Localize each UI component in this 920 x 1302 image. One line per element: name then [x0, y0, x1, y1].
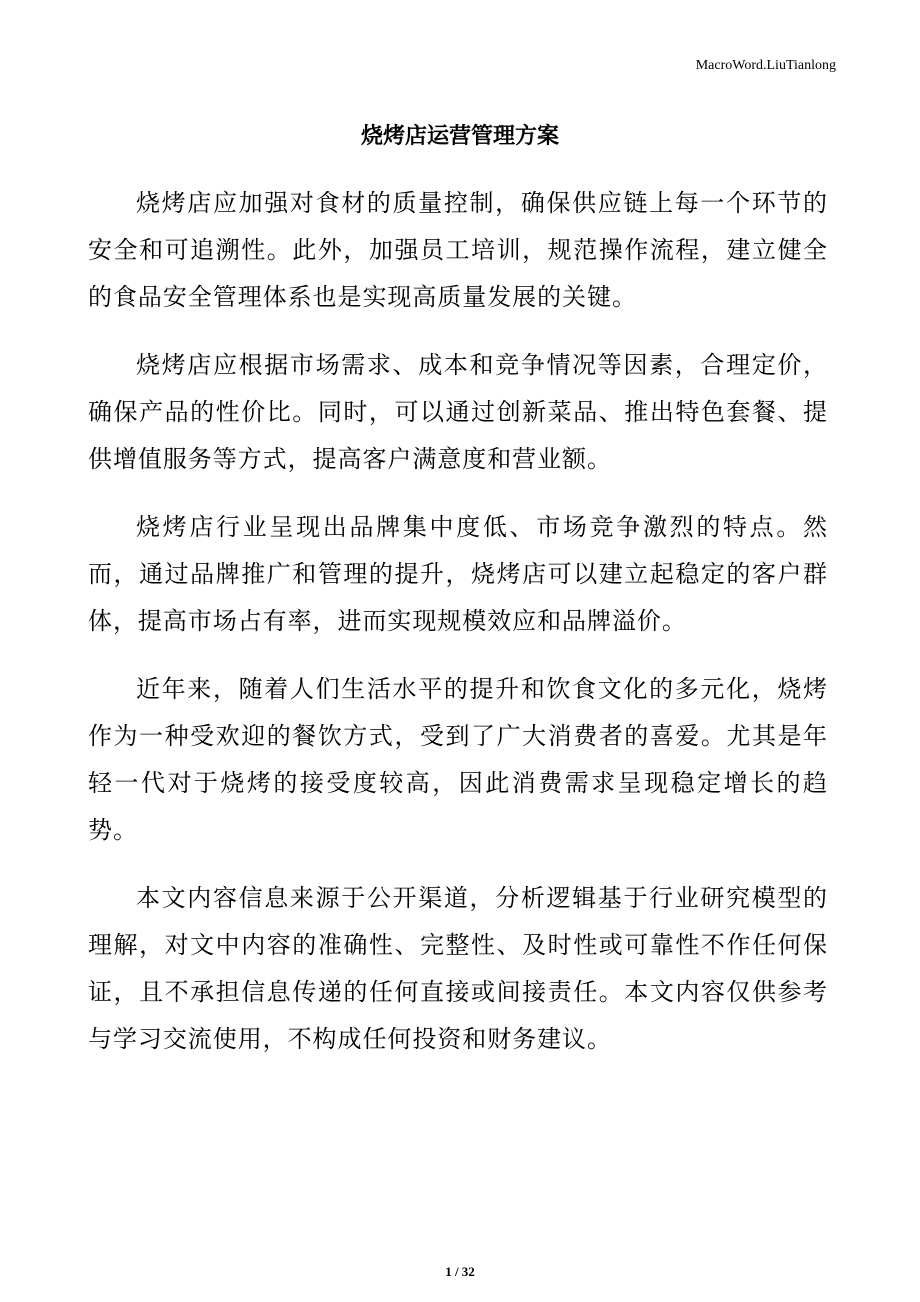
page-number: 1 / 32: [445, 1264, 475, 1279]
paragraph-3: 烧烤店行业呈现出品牌集中度低、市场竞争激烈的特点。然而，通过品牌推广和管理的提升，烧烤店可以建立起稳定的客户群体，提高市场占有率，进而实现规模效应和品牌溢价。: [88, 513, 828, 635]
header-author: MacroWord.LiuTianlong: [695, 58, 836, 73]
paragraph-2: 烧烤店应根据市场需求、成本和竞争情况等因素，合理定价，确保产品的性价比。同时，可以通过创新菜品、推出特色套餐、提供增值服务等方式，提高客户满意度和营业额。: [88, 351, 828, 473]
paragraph-4: 近年来，随着人们生活水平的提升和饮食文化的多元化，烧烤作为一种受欢迎的餐饮方式，受到了广大消费者的喜爱。尤其是年轻一代对于烧烤的接受度较高，因此消费需求呈现稳定增长的趋势。: [88, 675, 828, 844]
document-title: 烧烤店运营管理方案: [360, 124, 559, 149]
paragraph-1: 烧烤店应加强对食材的质量控制，确保供应链上每一个环节的安全和可追溯性。此外，加强员工培训，规范操作流程，建立健全的食品安全管理体系也是实现高质量发展的关键。: [88, 189, 828, 311]
document-body: [88, 180, 828, 1084]
paragraph-5: 本文内容信息来源于公开渠道，分析逻辑基于行业研究模型的理解，对文中内容的准确性、完整性、及时性或可靠性不作任何保证，且不承担信息传递的任何直接或间接责任。本文内容仅供参考与学习交流使用，不构成任何投资和财务建议。: [88, 884, 828, 1053]
